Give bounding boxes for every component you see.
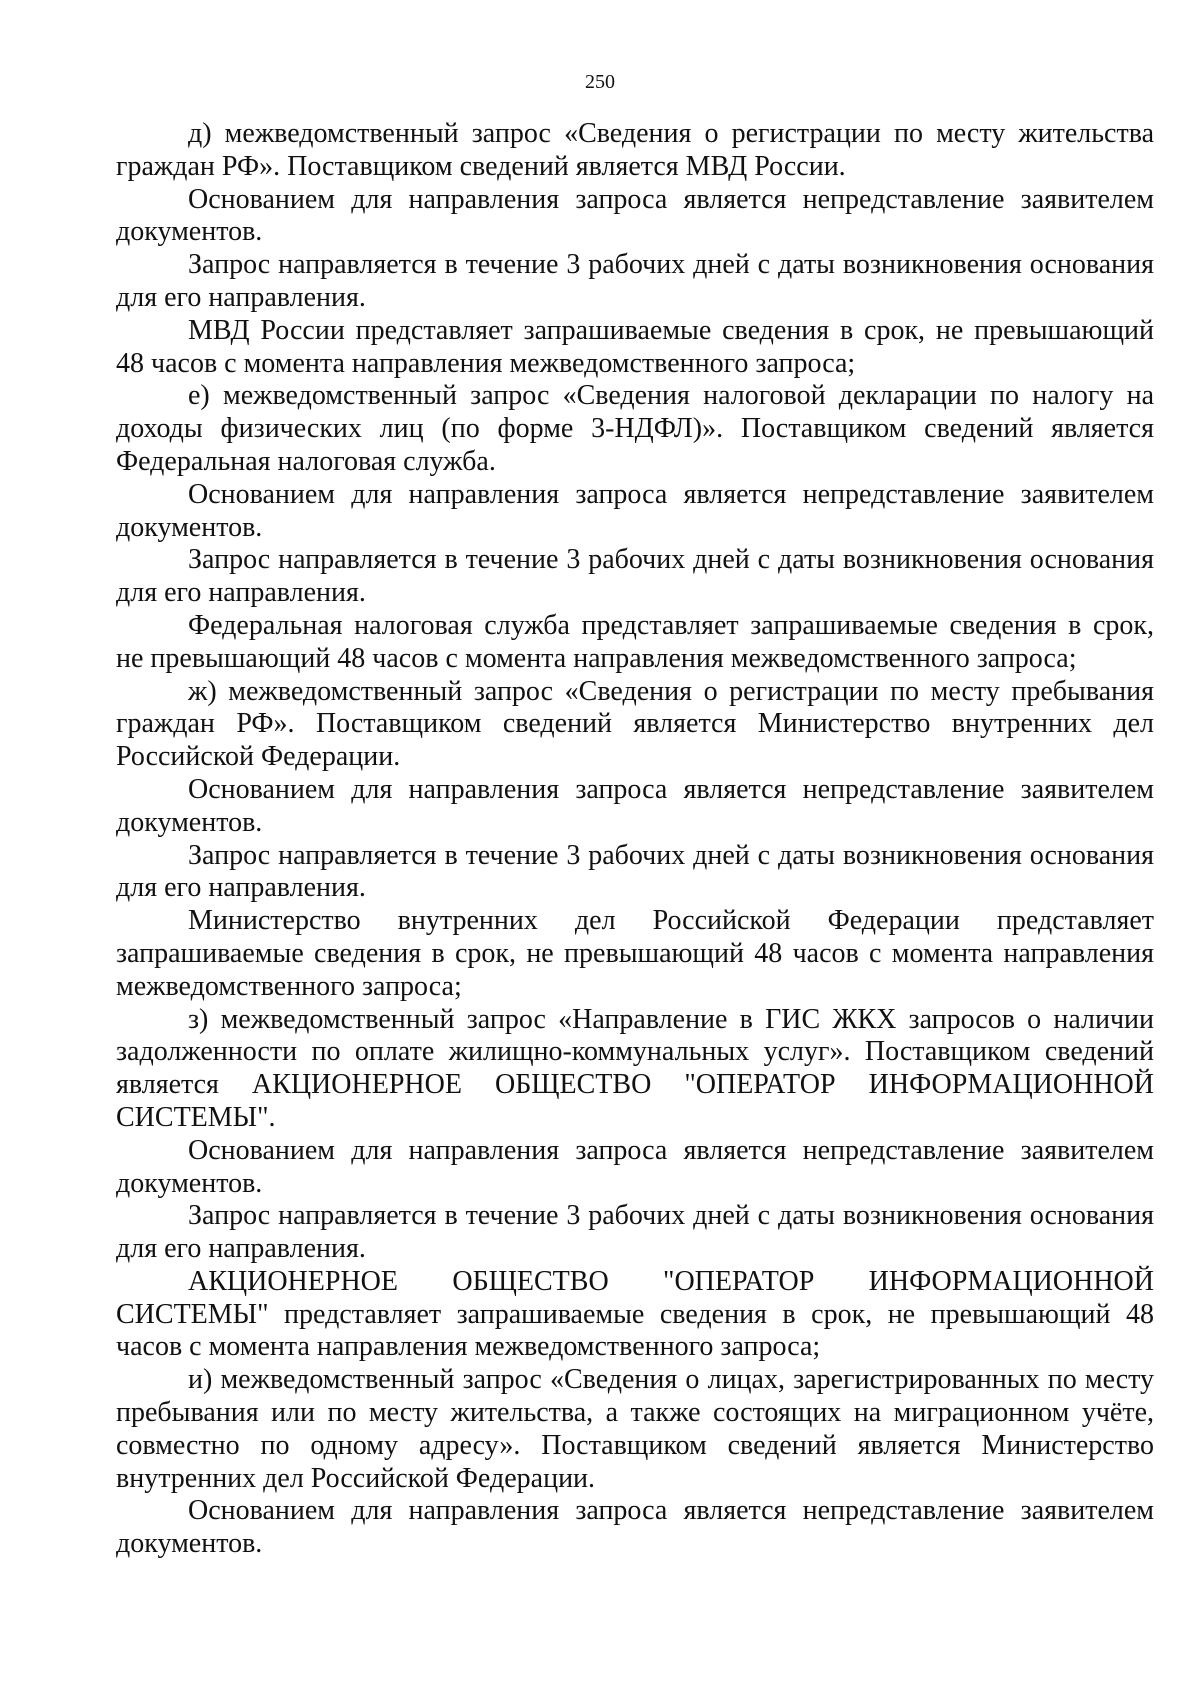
paragraph: Министерство внутренних дел Российской Федерации представляет запрашиваемые сведения в срок, не превышающий 48 часов с момента направления межведомственного запроса;	[116, 905, 1154, 1002]
paragraph: Федеральная налоговая служба представляет запрашиваемые сведения в срок, не превышающий 48 часов с момента направления межведомственного запроса;	[116, 609, 1154, 674]
paragraph: АКЦИОНЕРНОЕ ОБЩЕСТВО "ОПЕРАТОР ИНФОРМАЦИОННОЙ СИСТЕМЫ" представляет запрашиваемые сведения в срок, не превышающий 48 часов с момента направления межведомственного запроса;	[116, 1265, 1154, 1363]
paragraph: ж) межведомственный запрос «Сведения о регистрации по месту пребывания граждан РФ». Поставщиком сведений является Министерство внутренних дел Российской Федерации.	[116, 675, 1154, 773]
paragraph: и) межведомственный запрос «Сведения о лицах, зарегистрированных по месту пребывания или по месту жительства, а также состоящих на миграционном учёте, совместно по одному адресу». Поставщиком сведений является Министерство внутренних дел Российской Федерации.	[116, 1364, 1154, 1494]
paragraph: МВД России представляет запрашиваемые сведения в срок, не превышающий 48 часов с момента направления межведомственного запроса;	[116, 314, 1154, 379]
paragraph: Запрос направляется в течение 3 рабочих дней с даты возникновения основания для его направления.	[116, 1200, 1154, 1265]
paragraph: з) межведомственный запрос «Направление в ГИС ЖКХ запросов о наличии задолженности по оплате жилищно-коммунальных услуг». Поставщиком сведений является АКЦИОНЕРНОЕ ОБЩЕСТВО "ОПЕРАТОР ИНФОРМАЦИОННОЙ СИСТЕМЫ".	[116, 1003, 1154, 1133]
page-number: 250	[585, 71, 615, 93]
paragraph: Основанием для направления запроса является непредставление заявителем документов.	[116, 1495, 1154, 1560]
paragraph: Основанием для направления запроса является непредставление заявителем документов.	[116, 1134, 1154, 1199]
paragraph: е) межведомственный запрос «Сведения налоговой декларации по налогу на доходы физических лиц (по форме 3-НДФЛ)». Поставщиком сведений является Федеральная налоговая служба.	[116, 380, 1154, 477]
paragraph: Основанием для направления запроса является непредставление заявителем документов.	[116, 773, 1154, 838]
document-body	[116, 118, 1154, 1561]
paragraph: Запрос направляется в течение 3 рабочих дней с даты возникновения основания для его направления.	[116, 839, 1154, 904]
paragraph: д) межведомственный запрос «Сведения о регистрации по месту жительства граждан РФ». Поставщиком сведений является МВД России.	[116, 118, 1154, 182]
paragraph: Основанием для направления запроса является непредставление заявителем документов.	[116, 183, 1154, 248]
paragraph: Основанием для направления запроса является непредставление заявителем документов.	[116, 478, 1154, 543]
paragraph: Запрос направляется в течение 3 рабочих дней с даты возникновения основания для его направления.	[116, 544, 1154, 609]
paragraph: Запрос направляется в течение 3 рабочих дней с даты возникновения основания для его направления.	[116, 249, 1154, 313]
